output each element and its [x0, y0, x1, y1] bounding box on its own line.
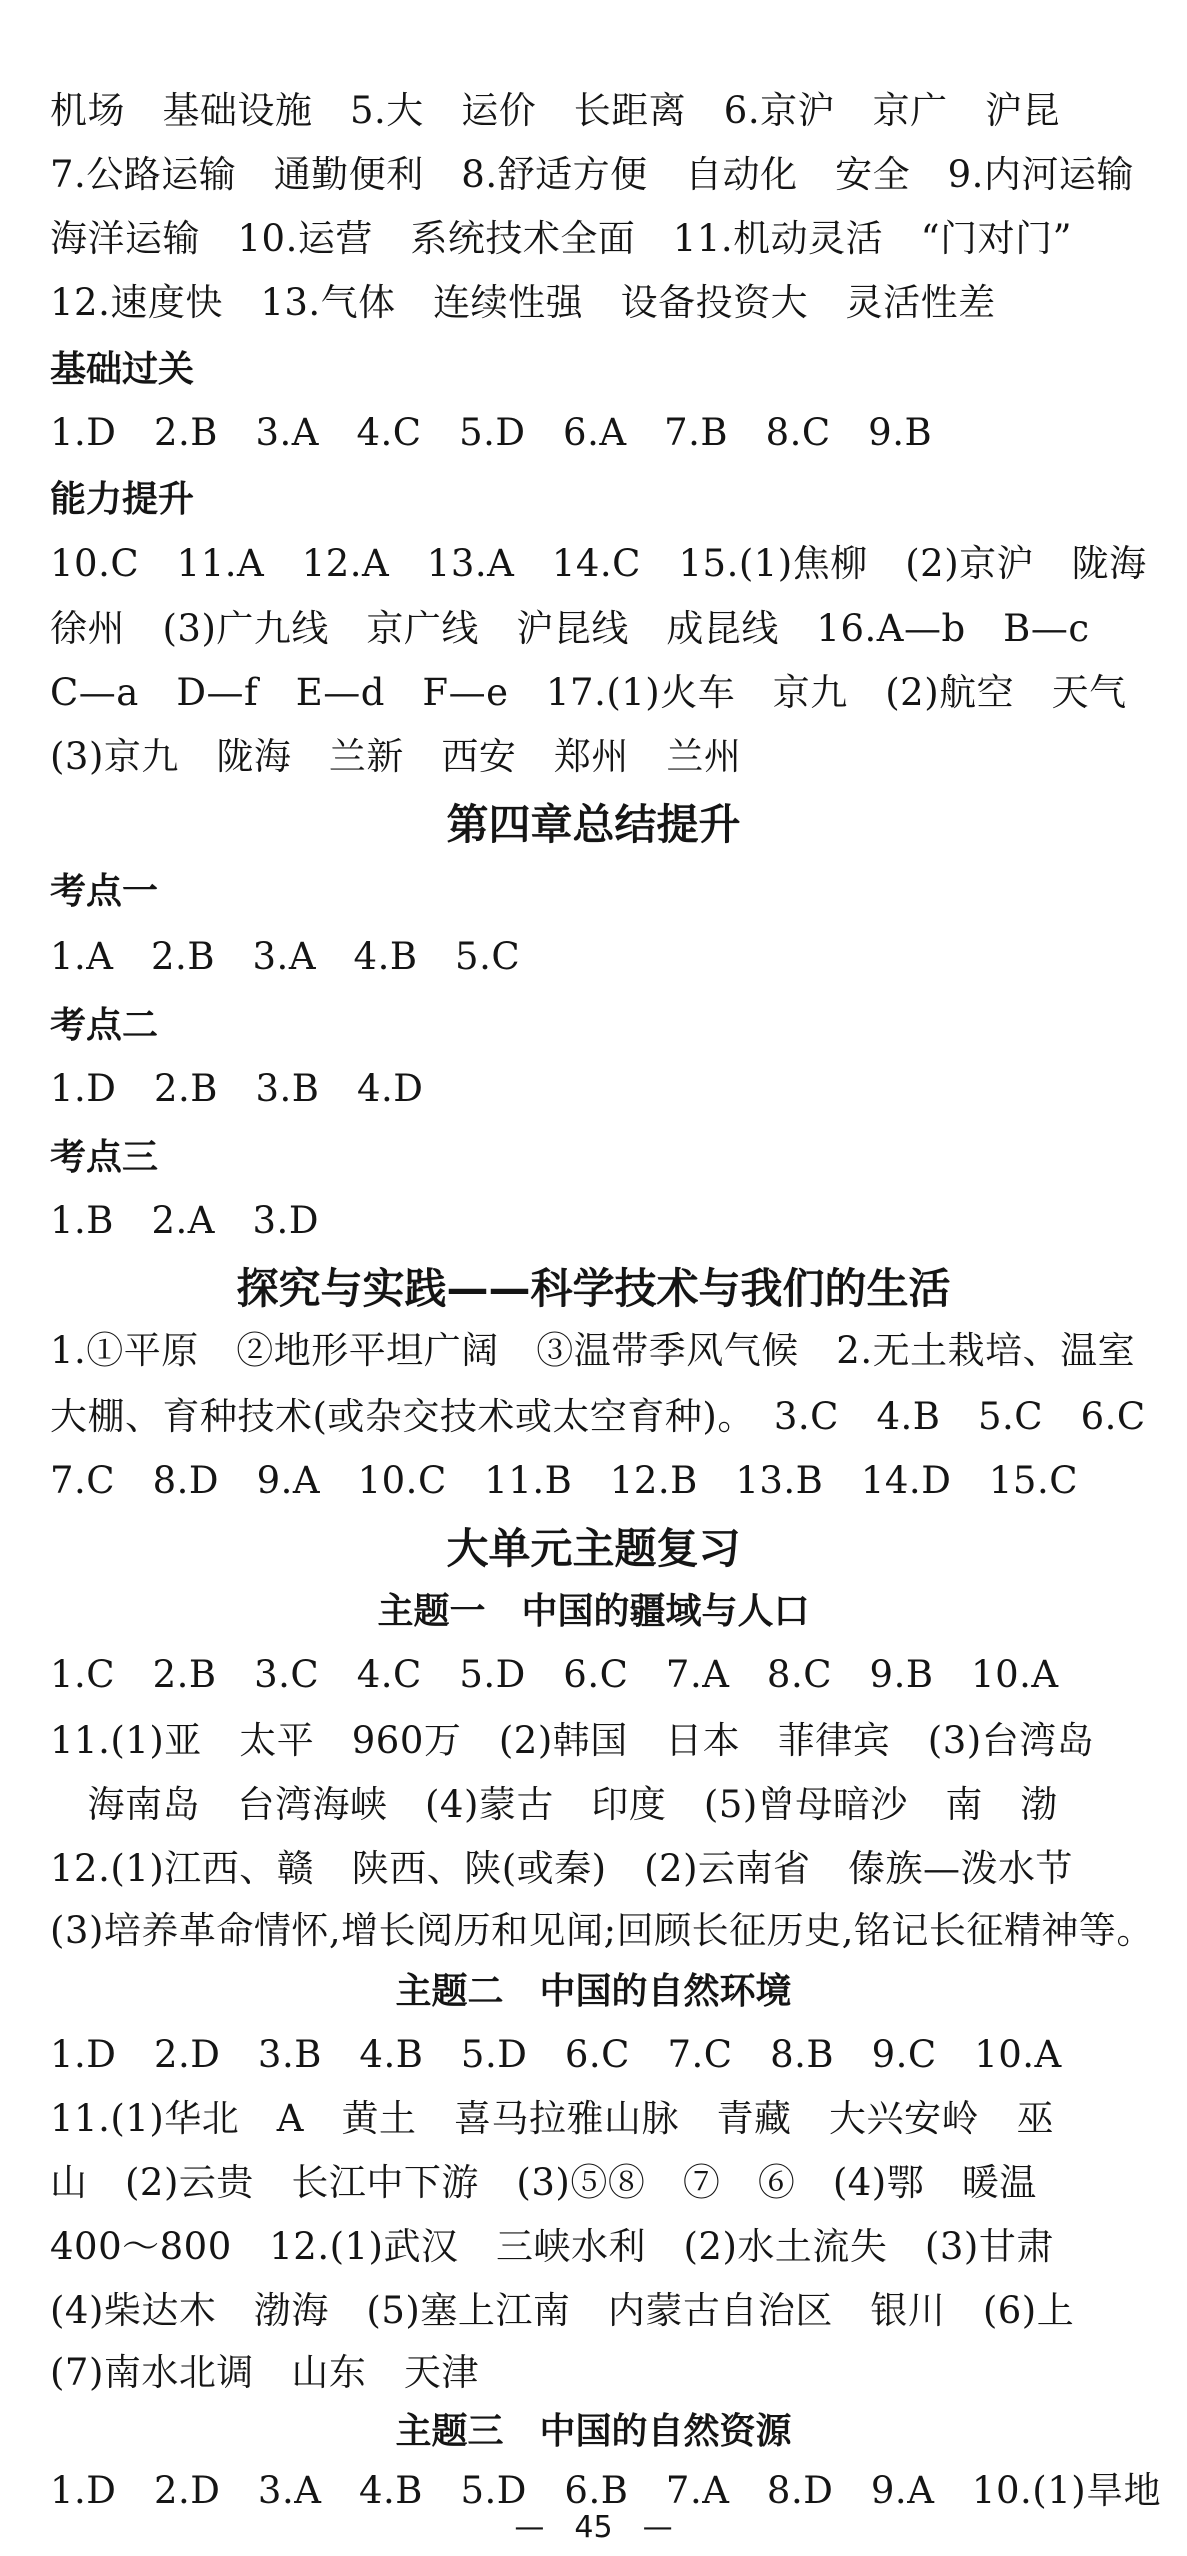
- answer-line: (4)柴达木 渤海 (5)塞上江南 内蒙古自治区 银川 (6)上: [50, 2289, 1075, 2332]
- answer-line: (3)培养革命情怀,增长阅历和见闻;回顾长征历史,铭记长征精神等。: [50, 1909, 1154, 1952]
- answer-line: 12.(1)江西、赣 陕西、陕(或秦) (2)云南省 傣族—泼水节: [50, 1847, 1074, 1890]
- text-line: 12.速度快 13.气体 连续性强 设备投资大 灵活性差: [50, 281, 996, 324]
- section-heading-basic: 基础过关: [50, 349, 195, 390]
- answer-line: C—a D—f E—d F—e 17.(1)火车 京九 (2)航空 天气: [50, 671, 1127, 714]
- theme-title: 主题二 中国的自然环境: [395, 1971, 792, 2012]
- answer-line: 1.B 2.A 3.D: [50, 1199, 319, 1242]
- answer-line: 11.(1)亚 太平 960万 (2)韩国 日本 菲律宾 (3)台湾岛: [50, 1719, 1095, 1762]
- answer-line: 1.①平原 ②地形平坦广阔 ③温带季风气候 2.无土栽培、温室: [50, 1329, 1136, 1372]
- answer-line: 大棚、育种技术(或杂交技术或太空育种)。 3.C 4.B 5.C 6.C: [50, 1395, 1146, 1438]
- answer-line: 1.D 2.B 3.A 4.C 5.D 6.A 7.B 8.C 9.B: [50, 411, 933, 454]
- answer-line: 海南岛 台湾海峡 (4)蒙古 印度 (5)曾母暗沙 南 渤: [50, 1783, 1058, 1826]
- text-line: 7.公路运输 通勤便利 8.舒适方便 自动化 安全 9.内河运输: [50, 153, 1134, 196]
- text-line: 海洋运输 10.运营 系统技术全面 11.机动灵活 “门对门”: [50, 217, 1073, 260]
- answer-line: 10.C 11.A 12.A 13.A 14.C 15.(1)焦柳 (2)京沪 陇海: [50, 542, 1147, 585]
- answer-line: 1.A 2.B 3.A 4.B 5.C: [50, 935, 521, 978]
- point-heading: 考点二: [50, 1005, 159, 1046]
- answer-line: 1.D 2.D 3.A 4.B 5.D 6.B 7.A 8.D 9.A 10.(1)旱地: [50, 2469, 1162, 2512]
- text-line: 机场 基础设施 5.大 运价 长距离 6.京沪 京广 沪昆: [50, 89, 1061, 132]
- point-heading: 考点三: [50, 1137, 159, 1178]
- answer-line: 1.D 2.B 3.B 4.D: [50, 1067, 424, 1110]
- answer-line: 1.C 2.B 3.C 4.C 5.D 6.C 7.A 8.C 9.B 10.A: [50, 1653, 1059, 1696]
- answer-line: (7)南水北调 山东 天津: [50, 2351, 479, 2394]
- theme-title: 主题三 中国的自然资源: [395, 2411, 792, 2452]
- answer-line: 1.D 2.D 3.B 4.B 5.D 6.C 7.C 8.B 9.C 10.A: [50, 2033, 1062, 2076]
- answer-line: 11.(1)华北 A 黄土 喜马拉雅山脉 青藏 大兴安岭 巫: [50, 2097, 1054, 2140]
- chapter-title: 第四章总结提升: [446, 800, 741, 849]
- practice-title: 探究与实践——科学技术与我们的生活: [236, 1264, 951, 1313]
- review-title: 大单元主题复习: [446, 1524, 741, 1573]
- answer-line: 400～800 12.(1)武汉 三峡水利 (2)水土流失 (3)甘肃: [50, 2225, 1054, 2268]
- answer-line: 7.C 8.D 9.A 10.C 11.B 12.B 13.B 14.D 15.C: [50, 1459, 1079, 1502]
- answer-line: (3)京九 陇海 兰新 西安 郑州 兰州: [50, 735, 742, 778]
- page-number: — 45 —: [514, 2510, 673, 2545]
- section-heading-ability: 能力提升: [50, 479, 195, 520]
- answer-line: 山 (2)云贵 长江中下游 (3)⑤⑧ ⑦ ⑥ (4)鄂 暖温: [50, 2161, 1037, 2204]
- theme-title: 主题一 中国的疆域与人口: [377, 1591, 810, 1632]
- point-heading: 考点一: [50, 871, 159, 912]
- answer-line: 徐州 (3)广九线 京广线 沪昆线 成昆线 16.A—b B—c: [50, 607, 1090, 650]
